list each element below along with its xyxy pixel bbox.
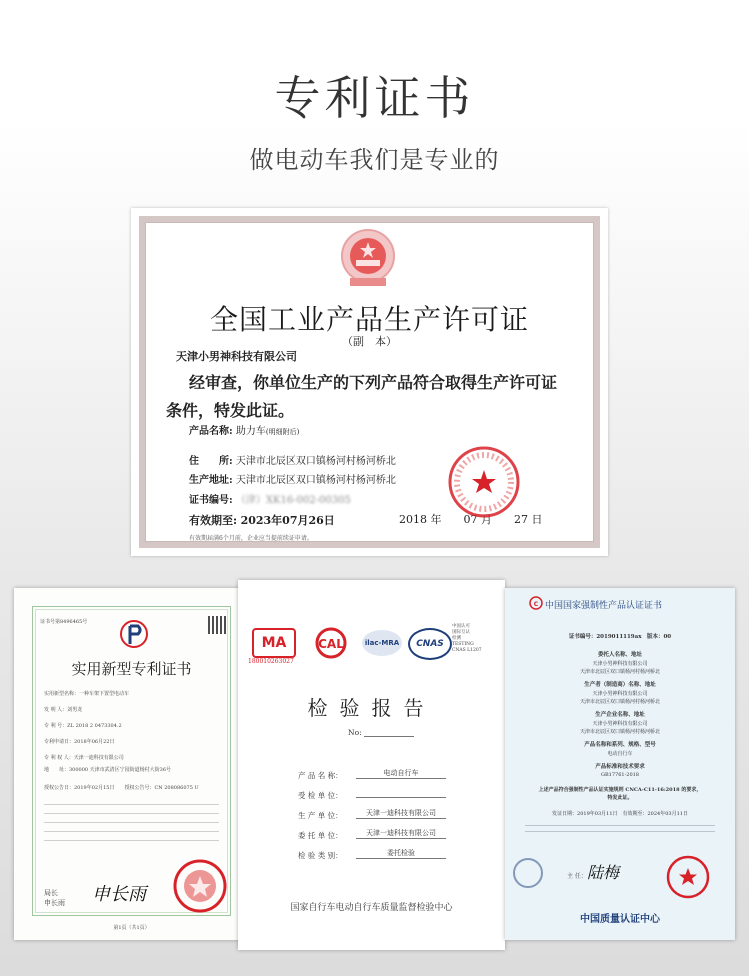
- utility-patent-certificate: [14, 588, 249, 940]
- address-row: [189, 452, 396, 467]
- cert-number-row: [189, 491, 351, 506]
- patent-field: 专利申请日：2018年06月22日: [44, 739, 115, 745]
- report-row-label: 受 检 单 位：: [298, 791, 343, 800]
- ccc-line: 生产企业名称、地址: [595, 712, 645, 718]
- certificate-title: 全国工业产品生产许可证: [209, 303, 529, 336]
- address-label: 住 所:: [189, 456, 233, 467]
- report-row-value: [356, 788, 446, 798]
- ccc-line: 天津市北辰区双口镇杨河村杨河桥北: [579, 669, 660, 675]
- patent-signature-label: 局长 申长雨: [44, 889, 65, 907]
- report-row-value: 电动自行车: [356, 768, 446, 779]
- cma-number: 180010263027: [248, 658, 294, 665]
- inspection-report: [238, 580, 505, 950]
- patent-footer: 第1页（共1页）: [113, 925, 150, 931]
- official-seal-icon: [446, 444, 522, 520]
- report-row-value: 委托检验: [356, 848, 446, 859]
- production-license-certificate: [131, 208, 608, 556]
- svg-text:CAL: CAL: [318, 637, 344, 651]
- ccc-line: 生产者（制造商）名称、地址: [584, 682, 656, 688]
- ilac-logo-icon: ilac-MRA: [362, 630, 402, 656]
- patent-field: 专 利 权 人：天津一迪科技有限公司: [44, 755, 124, 761]
- product-value: 助力车: [235, 426, 266, 437]
- production-address-value: 天津市北辰区双口镇杨河村杨河桥北: [235, 475, 396, 486]
- patent-field: 授权公告日：2019年02月15日 授权公告号：CN 208086075 U: [44, 785, 199, 791]
- ccc-cert-number: 证书编号：2019011119ax 版本：00: [568, 634, 672, 640]
- ccc-line: 天津市北辰区双口镇杨河村杨河桥北: [579, 729, 660, 735]
- report-no-label: No:: [348, 728, 362, 737]
- ccc-line: 发证日期：2019年03月11日 有效期至：2024年03月11日: [552, 811, 688, 817]
- product-label: 产品名称:: [189, 426, 233, 437]
- patent-signature: 申长雨: [92, 884, 146, 905]
- patent-field: 地 址：300000 天津市武清区宁园街道杨村大街36号: [44, 767, 172, 773]
- report-row-label: 生 产 单 位：: [298, 811, 343, 820]
- ccc-line: 天津小男神科技有限公司: [592, 691, 648, 697]
- report-row-value: 天津一迪科技有限公司: [356, 828, 446, 839]
- report-row-label: 委 托 单 位：: [298, 831, 343, 840]
- svg-text:C: C: [533, 601, 539, 608]
- patent-body-text: [44, 800, 219, 844]
- ccc-logo-icon: [529, 596, 543, 610]
- page-title: 专利证书: [274, 71, 475, 125]
- cma-logo-icon: MA: [252, 628, 296, 658]
- cert-number-label: 证书编号:: [189, 495, 233, 506]
- report-row-value: 天津一迪科技有限公司: [356, 808, 446, 819]
- cnas-side-text: 中国认可 国际互认 检测 TESTING CNAS L1207: [452, 624, 482, 653]
- valid-until-row: [189, 512, 335, 528]
- statement-line-1: 经审查，你单位生产的下列产品符合取得生产许可证: [189, 373, 558, 392]
- issue-date: 2018 年 07 月 27 日: [399, 513, 543, 526]
- cal-logo-icon: [314, 626, 348, 660]
- patent-seal-icon: [172, 858, 228, 914]
- ccc-certificate: [505, 588, 735, 940]
- ccc-line: 产品名称和系列、规格、型号: [584, 742, 656, 748]
- ccc-title: 中国国家强制性产品认证证书: [545, 601, 663, 611]
- patent-field: 实用新型名称：一种车架下置型电动车: [44, 691, 130, 697]
- ccc-line: 天津市北辰区双口镇杨河村杨河桥北: [579, 699, 660, 705]
- report-issuer: 国家自行车电动自行车质量监督检验中心: [290, 903, 453, 913]
- production-address-row: [189, 471, 396, 486]
- ccc-line: 天津小男神科技有限公司: [592, 721, 648, 727]
- production-address-label: 生产地址:: [189, 475, 233, 486]
- ccc-line: 委托人名称、地址: [597, 652, 642, 658]
- patent-cert-number: 证书号第8496465号: [40, 619, 88, 625]
- patent-field: 专 利 号：ZL 2018 2 0473304.2: [44, 723, 122, 729]
- cert-number-value: （津）XK16-002-00305: [235, 495, 351, 506]
- ccc-large-logo-icon: [511, 856, 545, 890]
- product-note: (明细附后): [265, 428, 300, 436]
- patent-field: 发 明 人：刘男龙: [44, 707, 83, 713]
- company-name: 天津小男神科技有限公司: [176, 350, 297, 363]
- product-row: [189, 422, 299, 437]
- ccc-signature-label: 主 任：: [567, 873, 587, 880]
- ccc-line: 天津小男神科技有限公司: [592, 661, 648, 667]
- cnas-logo-icon: CNAS: [408, 628, 452, 660]
- valid-until-value: 2023年07月26日: [240, 514, 335, 527]
- patent-title: 实用新型专利证书: [71, 660, 192, 678]
- ccc-line: 特发此证。: [607, 795, 633, 801]
- ccc-signature: 陆梅: [587, 863, 620, 882]
- national-emblem-icon: [336, 226, 400, 294]
- report-title: 检验报告: [307, 696, 436, 720]
- report-no-line: [364, 736, 414, 737]
- qr-code-icon: [208, 616, 226, 634]
- page-subtitle: 做电动车我们是专业的: [249, 146, 500, 174]
- ccc-notes: [525, 822, 715, 834]
- patent-office-logo-icon: [118, 618, 150, 650]
- ccc-line: 电动自行车: [607, 751, 633, 757]
- ccc-line: 产品标准和技术要求: [595, 764, 645, 770]
- valid-until-label: 有效期至:: [189, 514, 238, 527]
- ccc-line: GB17761-2018: [601, 772, 639, 778]
- statement-line-2: 条件，特发此证。: [166, 401, 295, 420]
- ccc-seal-icon: [665, 854, 711, 900]
- ccc-org: 中国质量认证中心: [580, 914, 660, 925]
- address-value: 天津市北辰区双口镇杨河村杨河桥北: [235, 456, 396, 467]
- ccc-line: 上述产品符合强制性产品认证实施规则 CNCA-C11-16:2018 的要求，: [538, 787, 702, 793]
- report-row-label: 检 验 类 别：: [298, 851, 343, 860]
- footnote: 有效期届满6个月前，企业应当提前续证申请。: [189, 535, 313, 542]
- report-row-label: 产 品 名 称：: [298, 771, 343, 780]
- copy-label: （副 本）: [342, 335, 397, 348]
